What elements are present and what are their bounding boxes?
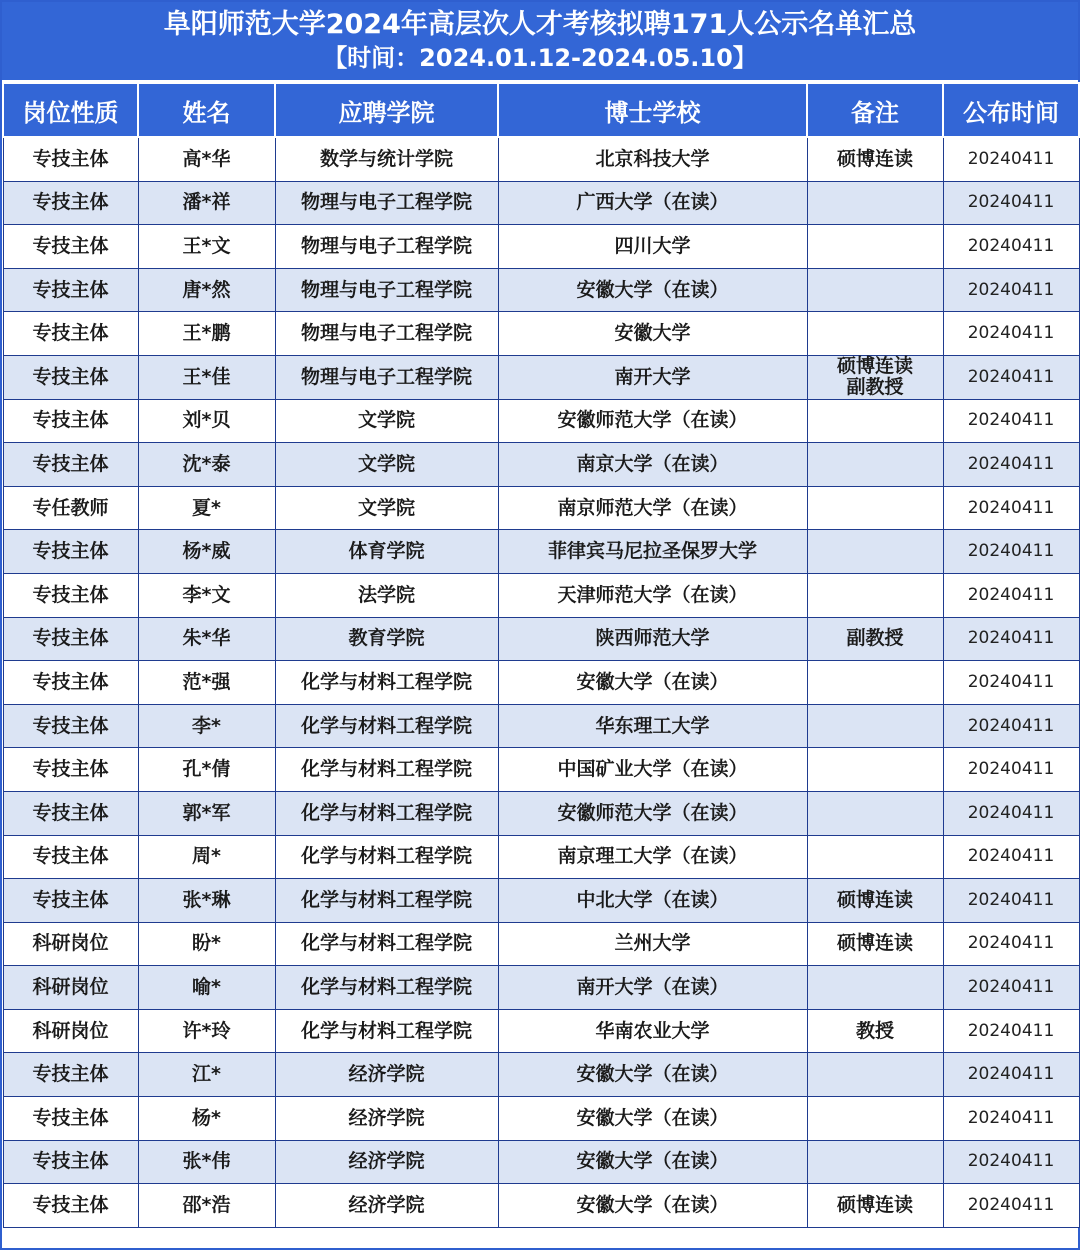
cell-position-type: 专技主体	[3, 225, 138, 269]
cell-publish-date: 20240411	[943, 1140, 1079, 1184]
cell-name: 夏*	[138, 486, 275, 530]
cell-college: 经济学院	[275, 1053, 498, 1097]
cell-notes	[807, 355, 943, 399]
header-row	[3, 83, 1079, 137]
cell-position-type: 科研岗位	[3, 966, 138, 1010]
column-header-phd-school: 博士学校	[498, 83, 807, 137]
cell-publish-date: 20240411	[943, 704, 1079, 748]
cell-notes	[807, 530, 943, 574]
cell-name: 江*	[138, 1053, 275, 1097]
cell-publish-date: 20240411	[943, 966, 1079, 1010]
cell-publish-date: 20240411	[943, 486, 1079, 530]
cell-name: 刘*贝	[138, 399, 275, 443]
cell-notes	[807, 791, 943, 835]
column-header-publish-date: 公布时间	[943, 83, 1079, 137]
cell-publish-date: 20240411	[943, 1184, 1079, 1228]
cell-publish-date: 20240411	[943, 879, 1079, 923]
cell-college: 教育学院	[275, 617, 498, 661]
cell-position-type: 专技主体	[3, 443, 138, 487]
cell-phd-school: 安徽大学（在读）	[498, 1097, 807, 1141]
cell-publish-date: 20240411	[943, 617, 1079, 661]
cell-notes	[807, 922, 943, 966]
column-header-college: 应聘学院	[275, 83, 498, 137]
cell-college: 数学与统计学院	[275, 137, 498, 181]
table-row	[3, 225, 1079, 269]
cell-position-type: 专技主体	[3, 268, 138, 312]
cell-notes	[807, 879, 943, 923]
note-text: 硕博连读	[836, 1194, 913, 1217]
cell-notes	[807, 661, 943, 705]
cell-notes	[807, 573, 943, 617]
cell-notes	[807, 704, 943, 748]
table-row	[3, 443, 1079, 487]
cell-notes	[807, 748, 943, 792]
cell-position-type: 专任教师	[3, 486, 138, 530]
cell-name: 喻*	[138, 966, 275, 1010]
cell-publish-date: 20240411	[943, 225, 1079, 269]
cell-college: 物理与电子工程学院	[275, 181, 498, 225]
cell-name: 潘*祥	[138, 181, 275, 225]
note-text: 副教授	[846, 376, 904, 399]
table-row	[3, 486, 1079, 530]
cell-position-type: 专技主体	[3, 879, 138, 923]
cell-publish-date: 20240411	[943, 443, 1079, 487]
cell-college: 化学与材料工程学院	[275, 704, 498, 748]
cell-phd-school: 广西大学（在读）	[498, 181, 807, 225]
table-row	[3, 355, 1079, 399]
cell-publish-date: 20240411	[943, 268, 1079, 312]
cell-college: 化学与材料工程学院	[275, 879, 498, 923]
page-title: 阜阳师范大学2024年高层次人才考核拟聘171人公示名单汇总	[163, 9, 917, 40]
cell-notes	[807, 443, 943, 487]
cell-college: 经济学院	[275, 1097, 498, 1141]
cell-position-type: 专技主体	[3, 661, 138, 705]
cell-notes	[807, 966, 943, 1010]
cell-college: 化学与材料工程学院	[275, 791, 498, 835]
cell-publish-date: 20240411	[943, 1053, 1079, 1097]
cell-position-type: 专技主体	[3, 312, 138, 356]
table-row	[3, 1184, 1079, 1228]
table-row	[3, 966, 1079, 1010]
table-row	[3, 661, 1079, 705]
cell-phd-school: 南京师范大学（在读）	[498, 486, 807, 530]
cell-publish-date: 20240411	[943, 1009, 1079, 1053]
cell-notes	[807, 1097, 943, 1141]
cell-position-type: 专技主体	[3, 181, 138, 225]
cell-college: 经济学院	[275, 1184, 498, 1228]
cell-publish-date: 20240411	[943, 181, 1079, 225]
cell-publish-date: 20240411	[943, 791, 1079, 835]
cell-name: 沈*泰	[138, 443, 275, 487]
cell-name: 高*华	[138, 137, 275, 181]
cell-phd-school: 安徽大学（在读）	[498, 1053, 807, 1097]
cell-notes	[807, 1140, 943, 1184]
cell-publish-date: 20240411	[943, 137, 1079, 181]
note-text: 硕博连读	[836, 932, 913, 955]
cell-position-type: 专技主体	[3, 399, 138, 443]
cell-publish-date: 20240411	[943, 661, 1079, 705]
cell-notes	[807, 399, 943, 443]
cell-publish-date: 20240411	[943, 573, 1079, 617]
cell-publish-date: 20240411	[943, 399, 1079, 443]
cell-phd-school: 安徽大学（在读）	[498, 1140, 807, 1184]
cell-phd-school: 南开大学（在读）	[498, 966, 807, 1010]
cell-notes	[807, 268, 943, 312]
cell-college: 物理与电子工程学院	[275, 312, 498, 356]
cell-name: 郭*军	[138, 791, 275, 835]
cell-college: 化学与材料工程学院	[275, 922, 498, 966]
column-header-position-type: 岗位性质	[3, 83, 138, 137]
table-row	[3, 922, 1079, 966]
cell-name: 盼*	[138, 922, 275, 966]
cell-phd-school: 兰州大学	[498, 922, 807, 966]
table-row	[3, 1140, 1079, 1184]
cell-college: 文学院	[275, 443, 498, 487]
cell-publish-date: 20240411	[943, 748, 1079, 792]
cell-college: 物理与电子工程学院	[275, 225, 498, 269]
cell-college: 体育学院	[275, 530, 498, 574]
note-text: 硕博连读	[836, 147, 913, 170]
cell-name: 张*琳	[138, 879, 275, 923]
date-range: 【时间：2024.01.12-2024.05.10】	[323, 44, 757, 72]
cell-phd-school: 安徽师范大学（在读）	[498, 791, 807, 835]
cell-college: 文学院	[275, 486, 498, 530]
cell-college: 化学与材料工程学院	[275, 1009, 498, 1053]
cell-phd-school: 安徽大学（在读）	[498, 661, 807, 705]
table-row	[3, 181, 1079, 225]
table-row	[3, 879, 1079, 923]
cell-name: 王*鹏	[138, 312, 275, 356]
column-header-notes: 备注	[807, 83, 943, 137]
note-text: 副教授	[846, 627, 904, 650]
cell-phd-school: 安徽大学（在读）	[498, 268, 807, 312]
note-text: 教授	[855, 1019, 894, 1042]
cell-publish-date: 20240411	[943, 355, 1079, 399]
cell-phd-school: 华东理工大学	[498, 704, 807, 748]
table-row	[3, 704, 1079, 748]
cell-notes	[807, 486, 943, 530]
cell-phd-school: 安徽大学（在读）	[498, 1184, 807, 1228]
cell-notes	[807, 225, 943, 269]
cell-publish-date: 20240411	[943, 1097, 1079, 1141]
cell-college: 物理与电子工程学院	[275, 355, 498, 399]
note-text: 硕博连读	[836, 888, 913, 911]
cell-notes	[807, 1184, 943, 1228]
cell-position-type: 专技主体	[3, 791, 138, 835]
cell-position-type: 专技主体	[3, 704, 138, 748]
cell-position-type: 专技主体	[3, 835, 138, 879]
table-row	[3, 617, 1079, 661]
cell-phd-school: 南京理工大学（在读）	[498, 835, 807, 879]
table-row	[3, 791, 1079, 835]
table-row	[3, 748, 1079, 792]
cell-name: 王*佳	[138, 355, 275, 399]
cell-phd-school: 安徽师范大学（在读）	[498, 399, 807, 443]
cell-position-type: 专技主体	[3, 355, 138, 399]
cell-name: 唐*然	[138, 268, 275, 312]
cell-college: 法学院	[275, 573, 498, 617]
cell-publish-date: 20240411	[943, 922, 1079, 966]
cell-publish-date: 20240411	[943, 312, 1079, 356]
cell-phd-school: 中北大学（在读）	[498, 879, 807, 923]
cell-name: 张*伟	[138, 1140, 275, 1184]
cell-notes	[807, 835, 943, 879]
table-row	[3, 1097, 1079, 1141]
cell-phd-school: 四川大学	[498, 225, 807, 269]
cell-name: 李*文	[138, 573, 275, 617]
cell-phd-school: 中国矿业大学（在读）	[498, 748, 807, 792]
table-row	[3, 312, 1079, 356]
cell-phd-school: 南开大学	[498, 355, 807, 399]
cell-college: 化学与材料工程学院	[275, 966, 498, 1010]
cell-position-type: 专技主体	[3, 137, 138, 181]
cell-publish-date: 20240411	[943, 530, 1079, 574]
column-header-name: 姓名	[138, 83, 275, 137]
cell-publish-date: 20240411	[943, 835, 1079, 879]
cell-position-type: 专技主体	[3, 1053, 138, 1097]
cell-notes	[807, 312, 943, 356]
cell-phd-school: 天津师范大学（在读）	[498, 573, 807, 617]
cell-position-type: 专技主体	[3, 748, 138, 792]
note-text: 硕博连读	[836, 355, 913, 378]
title-banner	[2, 2, 1078, 82]
cell-name: 孔*倩	[138, 748, 275, 792]
cell-position-type: 专技主体	[3, 617, 138, 661]
cell-name: 杨*威	[138, 530, 275, 574]
table-row	[3, 530, 1079, 574]
cell-name: 邵*浩	[138, 1184, 275, 1228]
cell-position-type: 专技主体	[3, 530, 138, 574]
cell-phd-school: 南京大学（在读）	[498, 443, 807, 487]
table-row	[3, 1009, 1079, 1053]
cell-phd-school: 陕西师范大学	[498, 617, 807, 661]
table-row	[3, 137, 1079, 181]
cell-position-type: 科研岗位	[3, 1009, 138, 1053]
table-row	[3, 1053, 1079, 1097]
cell-college: 文学院	[275, 399, 498, 443]
table-row	[3, 399, 1079, 443]
table-row	[3, 835, 1079, 879]
table-row	[3, 573, 1079, 617]
cell-name: 李*	[138, 704, 275, 748]
cell-college: 化学与材料工程学院	[275, 661, 498, 705]
cell-position-type: 专技主体	[3, 573, 138, 617]
cell-phd-school: 安徽大学	[498, 312, 807, 356]
cell-phd-school: 北京科技大学	[498, 137, 807, 181]
cell-phd-school: 华南农业大学	[498, 1009, 807, 1053]
cell-phd-school: 菲律宾马尼拉圣保罗大学	[498, 530, 807, 574]
cell-name: 朱*华	[138, 617, 275, 661]
cell-position-type: 科研岗位	[3, 922, 138, 966]
cell-notes	[807, 181, 943, 225]
cell-position-type: 专技主体	[3, 1140, 138, 1184]
cell-name: 许*玲	[138, 1009, 275, 1053]
cell-notes	[807, 137, 943, 181]
cell-name: 王*文	[138, 225, 275, 269]
cell-notes	[807, 1009, 943, 1053]
cell-college: 物理与电子工程学院	[275, 268, 498, 312]
cell-college: 化学与材料工程学院	[275, 748, 498, 792]
cell-name: 周*	[138, 835, 275, 879]
cell-name: 范*强	[138, 661, 275, 705]
table-row	[3, 268, 1079, 312]
cell-position-type: 专技主体	[3, 1097, 138, 1141]
cell-notes	[807, 1053, 943, 1097]
cell-notes	[807, 617, 943, 661]
cell-college: 经济学院	[275, 1140, 498, 1184]
cell-name: 杨*	[138, 1097, 275, 1141]
cell-position-type: 专技主体	[3, 1184, 138, 1228]
candidate-table	[2, 82, 1080, 1228]
cell-college: 化学与材料工程学院	[275, 835, 498, 879]
